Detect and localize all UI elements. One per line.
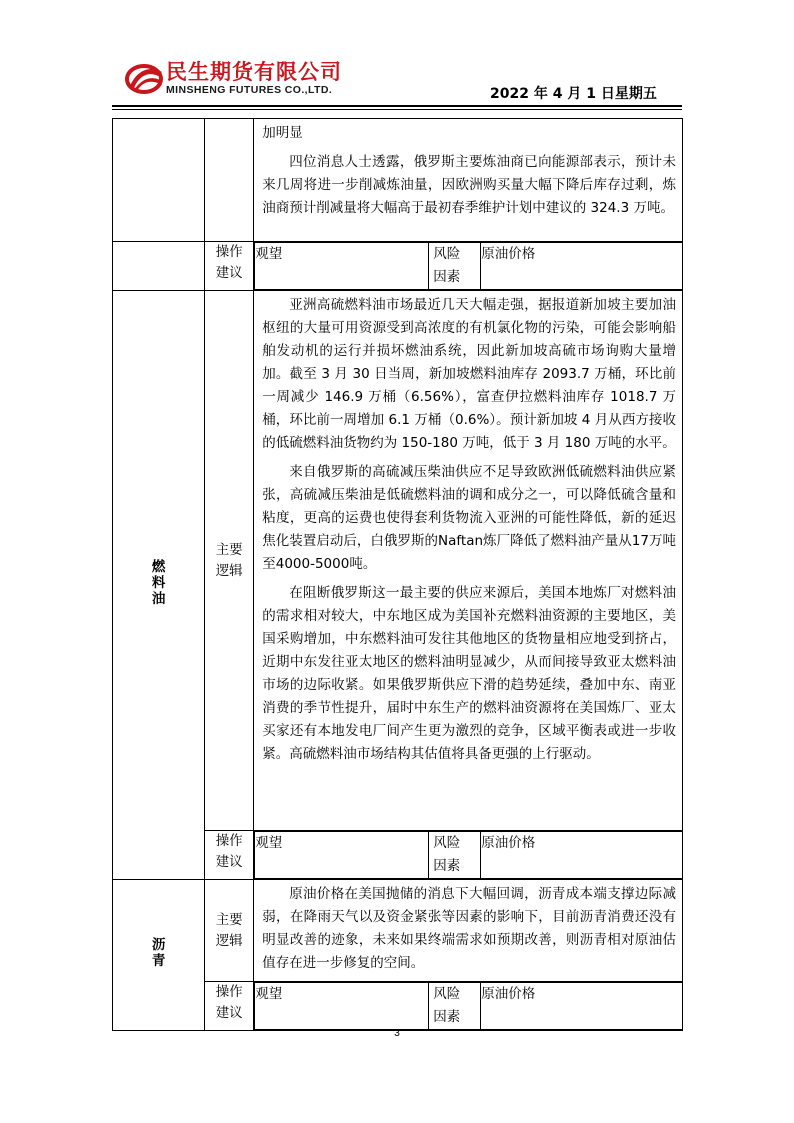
asphalt-logic-row — [113, 880, 683, 982]
report-date: 2022 年 4 月 1 日星期五 — [490, 86, 657, 102]
risk-factor: 原油价格 — [481, 983, 682, 1030]
operation-label: 操作建议 — [205, 242, 254, 291]
operation-advice: 观望 — [255, 832, 429, 879]
paragraph: 亚洲高硫燃料油市场最近几天大幅走强，据报道新加坡主要加油枢纽的大量可用资源受到高浓度的有机氯化物的污染，可能会影响船舶发动机的运行并损坏燃油系统，因此新加坡高硫市场询购大量增加。截至 3 月 30 日当周，新加坡燃料油库存 2093.7 万桶，环比前一周减少 146.9 万桶（6.56%），富查伊拉燃料油库存 1018.7 万桶，环比前一周增加 6.1 万桶（0.6%）。预计新加坡 4 月从西方接收的低硫燃料油货物约为 150-180 万吨，低于 3 月 180 万吨的水平。 — [262, 297, 676, 451]
risk-factor: 原油价格 — [481, 832, 682, 879]
fuel-oil-category: 燃料油 — [113, 291, 205, 880]
asphalt-category: 沥青 — [113, 880, 205, 1031]
operation-advice: 观望 — [255, 983, 429, 1030]
continued-content — [254, 119, 683, 242]
paragraph: 加明显 — [262, 125, 303, 141]
continued-label-cell — [205, 119, 254, 242]
page-number: 3 — [394, 1028, 400, 1039]
asphalt-content — [254, 880, 683, 982]
risk-label: 风险因素 — [429, 983, 481, 1030]
operation-row — [113, 242, 683, 291]
header-rule — [112, 105, 682, 107]
operation-label: 操作建议 — [205, 982, 254, 1031]
fuel-oil-logic-row — [113, 291, 683, 831]
paragraph: 来自俄罗斯的高硫减压柴油供应不足导致欧洲低硫燃料油供应紧张，高硫减压柴油是低硫燃料油的调和成分之一，可以降低硫含量和粘度，更高的运费也使得套利货物流入亚洲的可能性降低，新的延迟焦化装置启动后，白俄罗斯的Naftan炼厂降低了燃料油产量从17万吨至4000-5000吨。 — [262, 464, 676, 572]
paragraph: 在阻断俄罗斯这一最主要的供应来源后，美国本地炼厂对燃料油的需求相对较大，中东地区成为美国补充燃料油资源的主要地区，美国采购增加，中东燃料油可发往其他地区的货物量相应地受到挤占，近期中东发往亚太地区的燃料油明显减少，从而间接导致亚太燃料油市场的边际收紧。如果俄罗斯供应下滑的趋势延续，叠加中东、南亚消费的季节性提升，届时中东生产的燃料油资源将在美国炼厂、亚太买家还有本地发电厂间产生更为激烈的竞争，区域平衡表或进一步收紧。高硫燃料油市场结构其估值将具备更强的上行驱动。 — [262, 585, 676, 762]
paragraph: 原油价格在美国抛储的消息下大幅回调，沥青成本端支撑边际减弱，在降雨天气以及资金紧张等因素的影响下，目前沥青消费还没有明显改善的迹象，未来如果终端需求如预期改善，则沥青相对原油估值存在进一步修复的空间。 — [262, 886, 676, 971]
page-header — [0, 0, 794, 118]
risk-factor: 原油价格 — [481, 243, 682, 290]
fuel-oil-content — [254, 291, 683, 831]
continued-category-cell — [113, 119, 205, 242]
header-rule-thin — [112, 109, 682, 110]
continued-logic-row — [113, 119, 683, 242]
paragraph: 四位消息人士透露，俄罗斯主要炼油商已向能源部表示，预计未来几周将进一步削减炼油量，因欧洲购买量大幅下降后库存过剩，炼油商预计削减量将大幅高于最初春季维护计划中建议的 324.3 万吨。 — [262, 154, 676, 216]
company-name-en: MINSHENG FUTURES CO.,LTD. — [166, 84, 333, 96]
risk-label: 风险因素 — [429, 832, 481, 879]
risk-label: 风险因素 — [429, 243, 481, 290]
operation-label: 操作建议 — [205, 831, 254, 880]
company-name-cn: 民生期货有限公司 — [166, 60, 342, 84]
logic-label: 主要逻辑 — [205, 291, 254, 831]
logic-label: 主要逻辑 — [205, 880, 254, 982]
minsheng-logo-icon — [124, 58, 164, 98]
report-table — [112, 118, 683, 1031]
operation-advice: 观望 — [255, 243, 429, 290]
